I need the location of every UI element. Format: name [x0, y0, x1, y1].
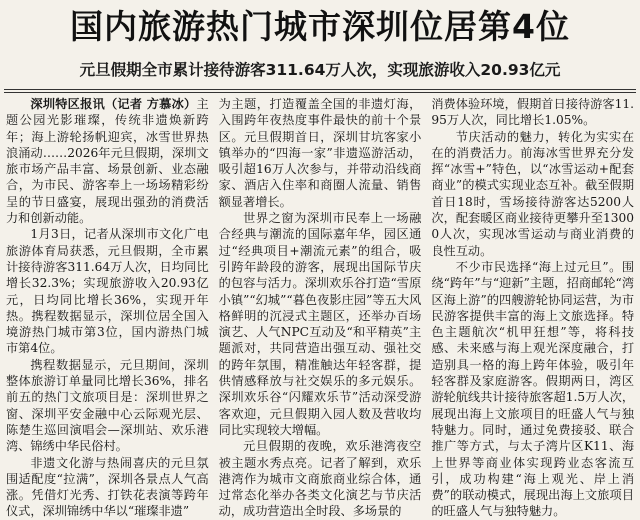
divider-rule [4, 92, 636, 93]
article-column-1 [6, 96, 209, 519]
paragraph: 节庆活动的魅力，转化为实实在在的消费活力。前海冰雪世界充分发挥“冰雪+”特色，以“冰雪运动+配套商业”的模式实现业态互补。截至假期首日18时，雪场接待游客达5200人次，配套暖区商业接待更攀升至13000人次，实现冰雪运动与商业消费的良性互动。 [431, 129, 635, 258]
paragraph [6, 96, 209, 226]
paragraph: 1月3日，记者从深圳市文化广电旅游体育局获悉，元旦假期，全市累计接待游客311.64万人次，日均同比增长32.3%；实现旅游收入20.93亿元，日均同比增长36%，实现开年热。携程数据显示，深圳位居全国入境游热门城市第3位，国内游热门城市第4位。 [6, 227, 209, 356]
paragraph: 世界之窗为深圳市民奉上一场融合经典与潮流的国际嘉年华，园区通过“经典项目+潮流元素”的组合，吸引跨年龄段的游客，展现出国际节庆的包容与活力。深圳欢乐谷打造“雪原小镇”“幻城”“暮色夜影庄园”等五大风格鲜明的沉浸式主题区，还举办百场演艺、人气NPC互动及“和平精英”主题派对，共同营造出强互动、强社交的跨年氛围，精准触达年轻客群，提供情感释放与社交娱乐的多元娱乐。深圳欢乐谷“闪耀欢乐节”活动深受游客欢迎，元旦假期入园人数及营收均同比实现较大增幅。 [218, 211, 422, 437]
subheadline: 元旦假期全市累计接待游客311.64万人次，实现旅游收入20.93亿元 [79, 61, 561, 79]
paragraph: 非遗文化游与热闹喜庆的元旦氛围适配度“拉满”，深圳各景点人气高涨。凭借灯光秀、打铁花表演等跨年仪式，深圳锦绣中华以“璀璨非遗” [6, 455, 209, 519]
headline: 国内旅游热门城市深圳位居第4位 [70, 7, 570, 46]
paragraph: 携程数据显示，元旦期间，深圳整体旅游订单量同比增长36%，排名前五的热门文旅项目是：深圳世界之窗、深圳平安金融中心云际观光层、陈楚生巡回演唱会—深圳站、欢乐港湾、锦绣中华民俗村。 [6, 357, 209, 454]
byline: 深圳特区报讯（记者 方慕冰） [30, 97, 197, 111]
paragraph: 消费体验环境，假期首日接待游客11.95万人次，同比增长1.05%。 [431, 97, 635, 128]
paragraph-text: 主题公园光影璀璨，传统非遗焕新跨年；海上游轮扬帆迎宾，冰雪世界热浪涌动……2026年元旦假期，深圳文旅市场产品丰富、场景创新、业态融合，为市民、游客奉上一场场精彩纷呈的节日盛宴，展现出强劲的消费活力和创新动能。 [6, 97, 209, 226]
article-column-2 [218, 96, 422, 519]
paragraph: 不少市民选择“海上过元旦”。围绕“跨年”与“迎新”主题，招商邮轮“湾区海上游”的四艘游轮协同运营，为市民游客提供丰富的海上文旅选择。特色主题航次“机甲狂想”等，将科技感、未来感与海上观光深度融合，打造别具一格的海上跨年体验，吸引年轻客群及家庭游客。假期两日，湾区游轮航线共计接待旅客超1.5万人次，展现出海上文旅项目的旺盛人气与独特魅力。同时，通过免费接驳、联合推广等方式，与太子湾片区K11、海上世界等商业体实现跨业态客流互引，成功构建“海上观光、岸上消费”的联动模式，展现出海上文旅项目的旺盛人气与独特魅力。 [431, 259, 635, 519]
divider-rule [4, 89, 636, 90]
article-body [6, 96, 635, 519]
article-column-3 [431, 96, 635, 519]
paragraph: 为主题，打造覆盖全国的非遗灯海，入围跨年夜热度事件最快的前十个景区。元旦假期首日，深圳甘坑客家小镇举办的“四海一家”非遗巡游活动，吸引超16万人次参与，并带动沿线商家、酒店入住率和商圈人流量、销售额显著增长。 [218, 97, 422, 209]
paragraph: 元旦假期的夜晚，欢乐港湾夜空被主题水秀点亮。记者了解到，欢乐港湾作为城市文商旅商业综合体，通过常态化举办各类文化演艺与节庆活动，成功营造出全时段、多场景的 [218, 439, 422, 519]
